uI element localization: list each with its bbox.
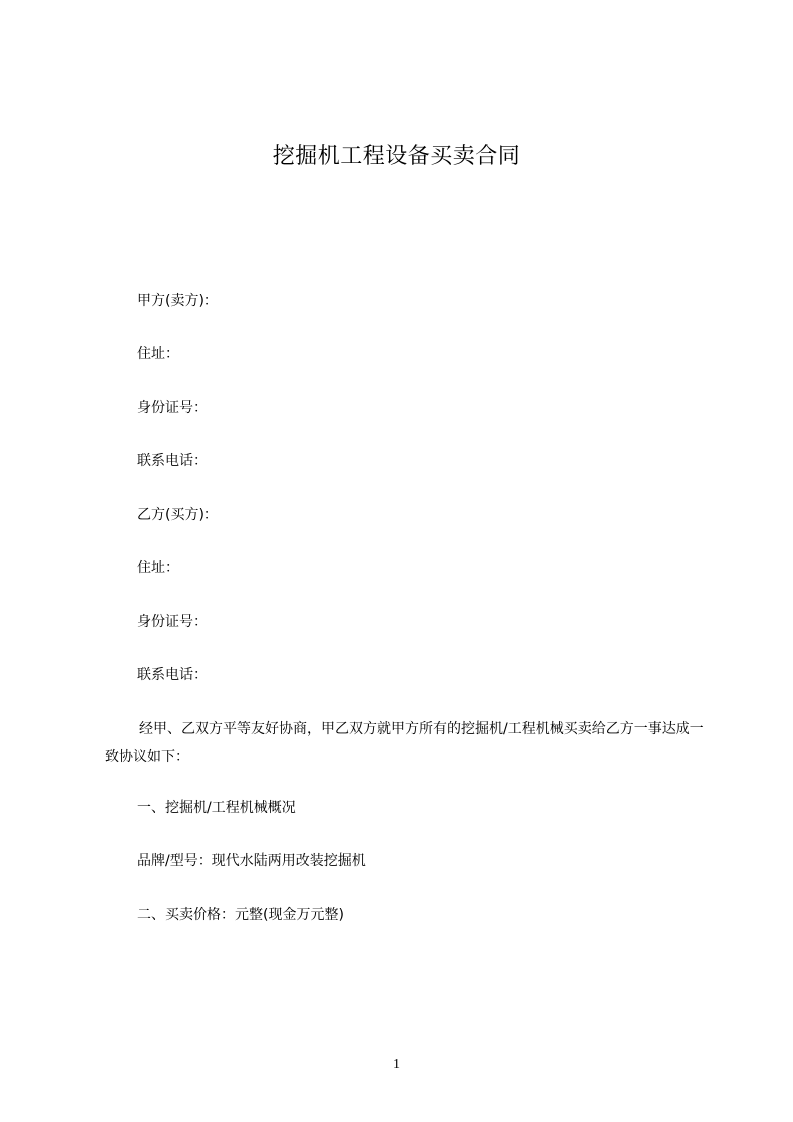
section1-heading: 一、挖掘机/工程机械概况 bbox=[137, 800, 296, 816]
section2-price: 二、买卖价格：元整(现金万元整) bbox=[137, 907, 344, 923]
document-title: 挖掘机工程设备买卖合同 bbox=[272, 144, 521, 169]
party-a-phone: 联系电话： bbox=[137, 453, 207, 469]
brand-model: 品牌/型号：现代水陆两用改装挖掘机 bbox=[137, 853, 366, 869]
party-b-phone: 联系电话： bbox=[137, 667, 207, 683]
party-b-id-number: 身份证号： bbox=[137, 614, 207, 630]
page-number: 1 bbox=[393, 1057, 400, 1072]
intro-paragraph: 经甲、乙双方平等友好协商，甲乙双方就甲方所有的挖掘机/工程机械买卖给乙方一事达成一致协议如下： bbox=[105, 721, 704, 765]
party-a-address: 住址： bbox=[137, 346, 179, 362]
party-a-label: 甲方(卖方)： bbox=[137, 293, 218, 309]
party-b-label: 乙方(买方)： bbox=[137, 507, 218, 523]
party-a-id-number: 身份证号： bbox=[137, 400, 207, 416]
party-b-address: 住址： bbox=[137, 560, 179, 576]
